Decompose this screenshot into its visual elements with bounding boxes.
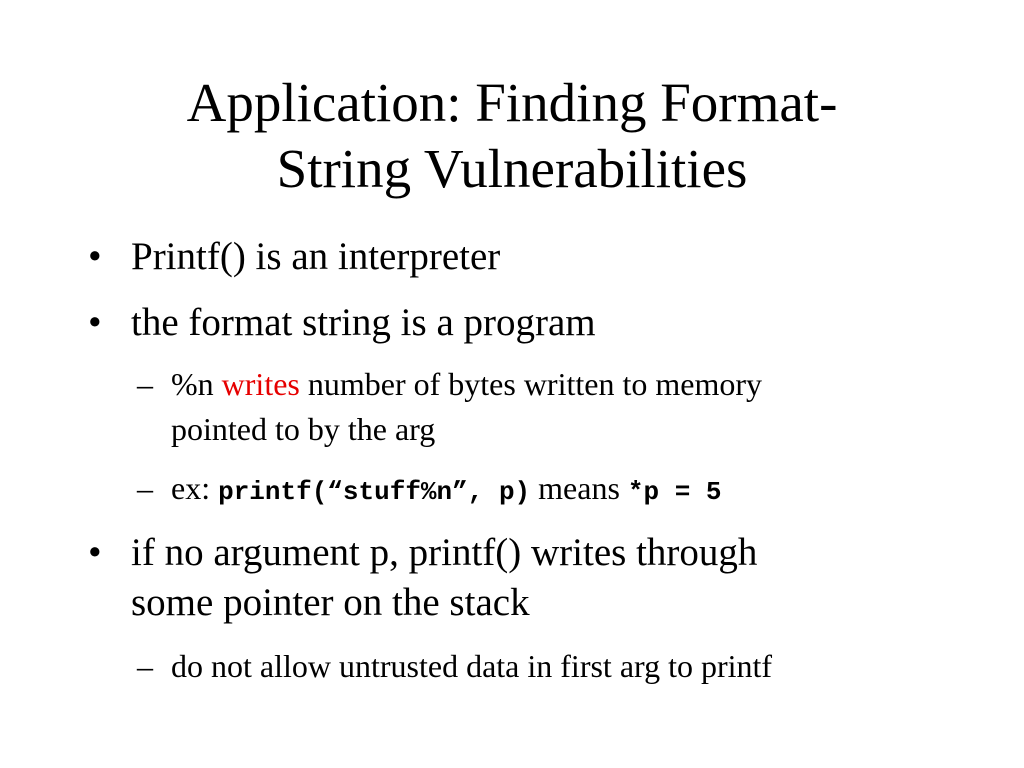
sub-bullet-line-1 — [171, 362, 762, 407]
bullet-text — [131, 528, 757, 628]
slide-title — [0, 70, 1024, 202]
title-line-1: Application: Finding Format- — [186, 72, 838, 133]
dash-icon: – — [137, 648, 153, 684]
sub-bullet-text — [171, 466, 722, 515]
sub-bullet-line-2: pointed to by the arg — [171, 411, 436, 447]
bullet-line-1: if no argument p, printf() writes through — [131, 531, 758, 574]
bullet-icon: • — [88, 235, 102, 278]
bullet-text: the format string is a program — [131, 301, 596, 344]
code-snippet: *p = 5 — [627, 477, 722, 507]
dash-icon: – — [137, 366, 153, 402]
sub-bullet-text — [171, 362, 762, 452]
highlighted-text: writes — [221, 366, 300, 402]
bullet-line-2: some pointer on the stack — [131, 581, 530, 624]
bullet-icon: • — [88, 531, 102, 574]
code-snippet: printf(“stuff%n”, p) — [218, 477, 531, 507]
title-line-2: String Vulnerabilities — [276, 138, 748, 199]
example-label: ex: — [171, 470, 219, 506]
bullet-icon: • — [88, 301, 102, 344]
sub-bullet-text: do not allow untrusted data in first arg to printf — [171, 648, 773, 684]
dash-icon: – — [137, 470, 153, 506]
format-specifier-text: %n — [171, 366, 222, 402]
bullet-text: Printf() is an interpreter — [131, 235, 501, 278]
sub-bullet-rest-text: number of bytes written to memory — [299, 366, 762, 402]
means-text: means — [530, 470, 628, 506]
